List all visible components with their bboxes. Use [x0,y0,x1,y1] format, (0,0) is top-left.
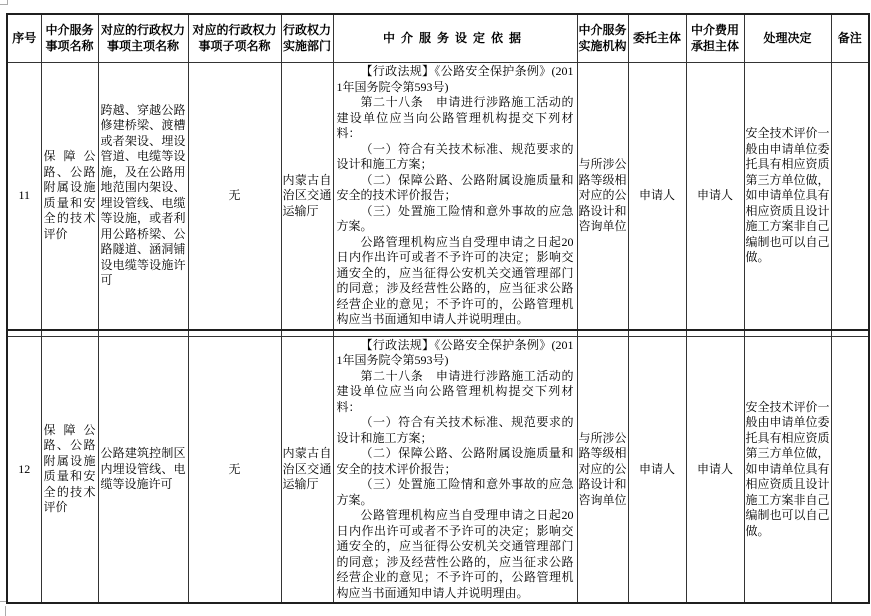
col-header-decision: 处理决定 [744,14,831,62]
basis-paragraph: （三）处置施工险情和意外事故的应急方案。 [336,477,574,507]
row12-fee-bearer: 申请人 [686,337,744,603]
row11-main-item: 跨越、穿越公路修建桥梁、渡槽或者架设、埋设管道、电缆等设施，及在公路用地范围内架设、埋设管线、电缆等设施，或者利用公路桥梁、公路隧道、涵洞铺设电缆等设施许可 [98,62,188,330]
row12-decision: 安全技术评价一般由申请单位委托具有相应资质第三方单位做，如申请单位具有相应资质且设计施工方案非自己编制也可以自己做。 [744,337,831,603]
col-header-sub-item: 对应的行政权力事项子项名称 [188,14,281,62]
row11-client: 申请人 [628,62,686,330]
basis-paragraph: （一）符合有关技术标准、规范要求的设计和施工方案； [336,141,574,171]
basis-paragraph: （三）处置施工险情和意外事故的应急方案。 [336,203,574,233]
row11-service-name: 保障公路、公路附属设施质量和安全的技术评价 [41,62,98,330]
row11-remark [831,62,869,330]
col-header-fee-bearer: 中介费用承担主体 [686,14,744,62]
col-header-client: 委托主体 [628,14,686,62]
col-header-main-item: 对应的行政权力事项主项名称 [98,14,188,62]
col-header-remark: 备注 [831,14,869,62]
basis-paragraph: （二）保障公路、公路附属设施质量和安全的技术评价报告； [336,172,574,202]
row11-decision: 安全技术评价一般由申请单位委托具有相应资质第三方单位做，如申请单位具有相应资质且设计施工方案非自己编制也可以自己做。 [744,62,831,330]
basis-paragraph: 第二十八条 申请进行涉路施工活动的建设单位应当向公路管理机构提交下列材料： [336,368,574,414]
basis-paragraph: 公路管理机构应当自受理申请之日起20日内作出许可或者不予许可的决定；影响交通安全的，应当征得公安机关交通管理部门的同意；涉及经营性公路的，应当征求公路经营企业的意见；不予许可的，公路管理机构应当书面通知申请人并说明理由。 [336,234,574,326]
row12-agency: 与所涉公路等级相对应的公路设计和咨询单位 [577,337,628,603]
basis-paragraph: 【行政法规】《公路安全保护条例》(2011年国务院令第593号) [336,64,574,94]
basis-paragraph: 【行政法规】《公路安全保护条例》(2011年国务院令第593号) [336,337,574,367]
row11-sub-item: 无 [188,62,281,330]
basis-paragraph: （一）符合有关技术标准、规范要求的设计和施工方案； [336,415,574,445]
row12-basis [333,337,577,603]
table-header-row [7,14,869,62]
table-row-12 [7,337,869,603]
row11-department: 内蒙古自治区交通运输厅 [281,62,333,330]
row12-sub-item: 无 [188,337,281,603]
page-margin-mark-top-left-v [7,0,8,5]
basis-paragraph: 公路管理机构应当自受理申请之日起20日内作出许可或者不予许可的决定；影响交通安全的，应当征得公安机关交通管理部门的同意；涉及经营性公路的，应当征求公路经营企业的意见；不予许可的，公路管理机构应当书面通知申请人并说明理由。 [336,508,574,600]
row12-department: 内蒙古自治区交通运输厅 [281,337,333,603]
page-margin-mark-bottom-left-v [5,606,6,616]
row12-remark [831,337,869,603]
row11-seq: 11 [7,62,41,330]
row12-client: 申请人 [628,337,686,603]
row12-main-item: 公路建筑控制区内埋设管线、电缆等设施许可 [98,337,188,603]
col-header-agency: 中介服务实施机构 [577,14,628,62]
intermediary-service-items-table [6,13,870,604]
basis-paragraph: （二）保障公路、公路附属设施质量和安全的技术评价报告； [336,446,574,476]
row12-service-name: 保障公路、公路附属设施质量和安全的技术评价 [41,337,98,603]
table-row-11 [7,62,869,330]
col-header-department: 行政权力实施部门 [281,14,333,62]
row11-agency: 与所涉公路等级相对应的公路设计和咨询单位 [577,62,628,330]
basis-paragraph: 第二十八条 申请进行涉路施工活动的建设单位应当向公路管理机构提交下列材料： [336,95,574,140]
col-header-seq: 序号 [7,14,41,62]
row11-basis [333,62,577,330]
row12-seq: 12 [7,337,41,603]
row11-fee-bearer: 申请人 [686,62,744,330]
col-header-service-name: 中介服务事项名称 [41,14,98,62]
col-header-basis: 中介服务设定依据 [333,14,577,62]
